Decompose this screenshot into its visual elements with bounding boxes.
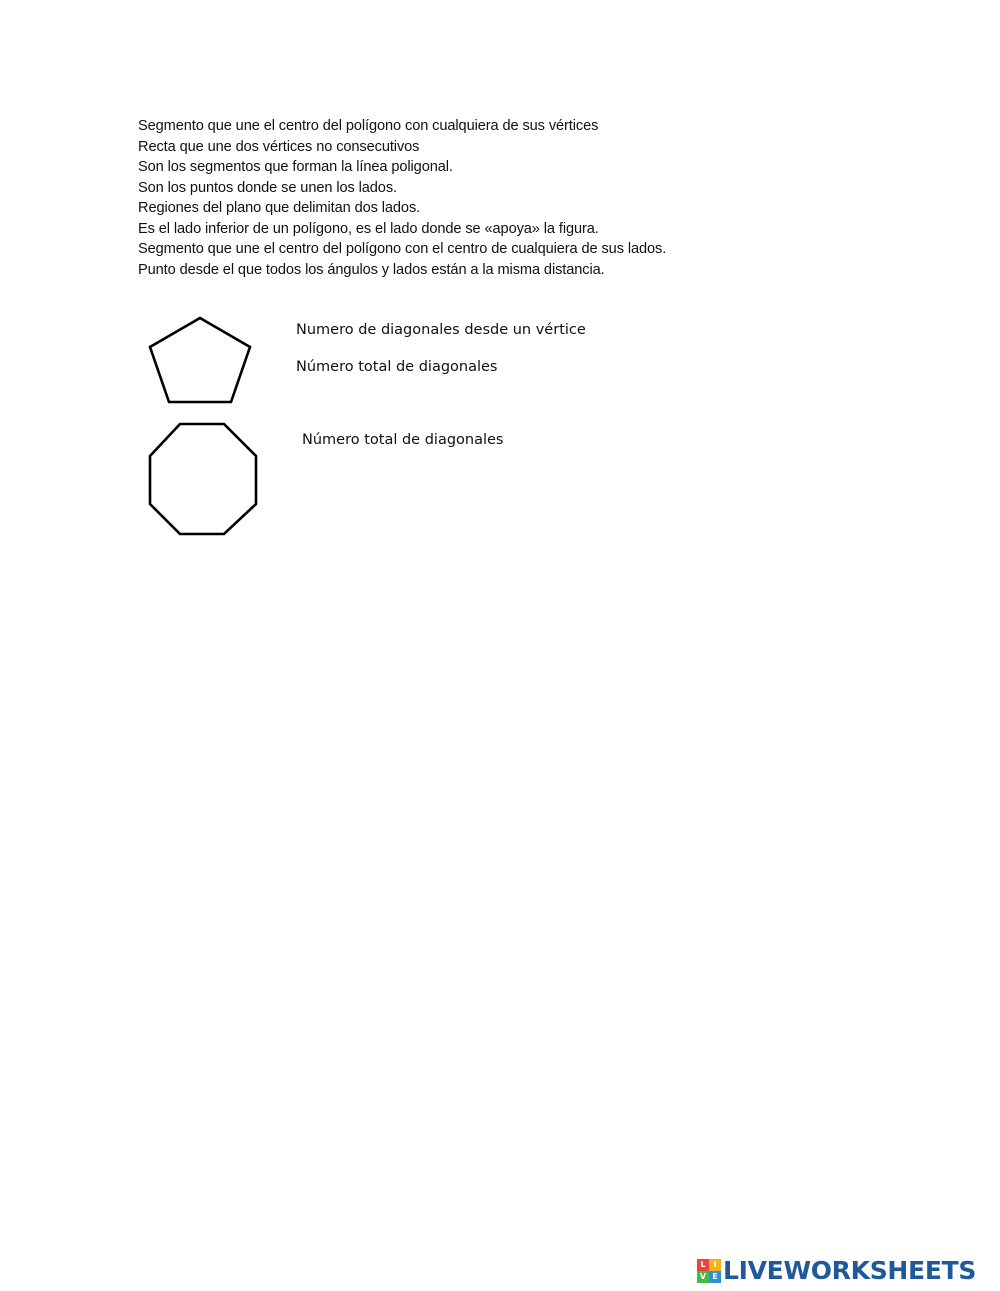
liveworksheets-logo <box>697 1258 976 1284</box>
definition-line: Recta que une dos vértices no consecutivos <box>138 138 420 155</box>
definition-line: Son los segmentos que forman la línea poligonal. <box>138 159 453 175</box>
definition-line: Regiones del plano que delimitan dos lados. <box>138 200 421 216</box>
logo-tile: L <box>697 1259 709 1271</box>
logo-tile: I <box>709 1259 721 1271</box>
brand-name: LIVEWORKSHEETS <box>723 1256 977 1285</box>
definition-line: Son los puntos donde se unen los lados. <box>138 179 397 196</box>
octagon-icon <box>146 420 260 538</box>
pentagon-icon <box>145 314 255 406</box>
definition-line: Es el lado inferior de un polígono, es el lado donde se «apoya» la figura. <box>138 220 599 237</box>
diagonals-from-vertex-label: Numero de diagonales desde un vértice <box>296 322 586 338</box>
definition-line: Segmento que une el centro del polígono con cualquiera de sus vértices <box>138 118 599 134</box>
definitions-list <box>138 116 758 280</box>
octagon-total-diagonals-label: Número total de diagonales <box>302 432 504 448</box>
definition-line: Segmento que une el centro del polígono con el centro de cualquiera de sus lados. <box>138 241 667 257</box>
pentagon-total-diagonals-label: Número total de diagonales <box>296 359 498 375</box>
logo-tile: V <box>697 1271 709 1283</box>
live-logo-icon <box>697 1259 721 1283</box>
definition-line: Punto desde el que todos los ángulos y lados están a la misma distancia. <box>138 261 605 278</box>
logo-tile: E <box>709 1271 721 1283</box>
